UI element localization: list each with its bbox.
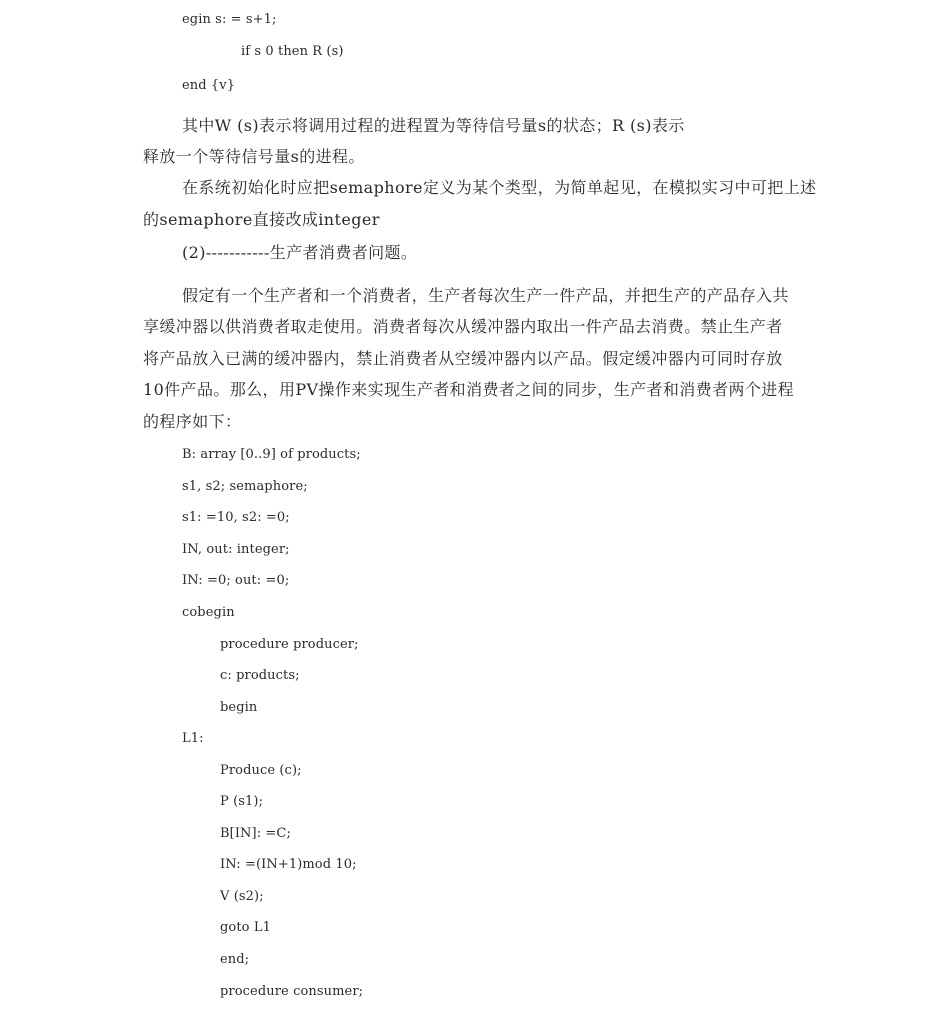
code-line: if s 0 then R (s) (241, 44, 344, 59)
code-line: goto L1 (220, 920, 271, 935)
paragraph-line: 的semaphore直接改成integer (143, 210, 380, 229)
code-line: procedure producer; (220, 637, 359, 652)
paragraph-line: 释放一个等待信号量s的进程。 (143, 147, 365, 166)
code-line: B: array [0..9] of products; (182, 447, 361, 462)
code-line: c: products; (220, 668, 300, 683)
code-line: IN: =(IN+1)mod 10; (220, 857, 357, 872)
code-line: V (s2); (220, 889, 264, 904)
paragraph-line: 10件产品。那么，用PV操作来实现生产者和消费者之间的同步，生产者和消费者两个进程 (143, 380, 795, 399)
code-line: IN, out: integer; (182, 542, 290, 557)
code-line: P (s1); (220, 794, 264, 809)
code-line: s1: =10, s2: =0; (182, 510, 290, 525)
paragraph-line: 假定有一个生产者和一个消费者，生产者每次生产一件产品，并把生产的产品存入共 (182, 286, 789, 305)
code-line: begin (220, 700, 258, 715)
code-line: Produce (c); (220, 763, 302, 778)
paragraph-line: 在系统初始化时应把semaphore定义为某个类型，为简单起见，在模拟实习中可把上述 (182, 178, 817, 197)
paragraph-line: 其中W (s)表示将调用过程的进程置为等待信号量s的状态；R (s)表示 (182, 116, 685, 135)
paragraph-line: 将产品放入已满的缓冲器内，禁止消费者从空缓冲器内以产品。假定缓冲器内可同时存放 (143, 349, 783, 368)
code-line: IN: =0; out: =0; (182, 573, 290, 588)
code-line: L1: (182, 731, 204, 746)
code-line: cobegin (182, 605, 235, 620)
code-line: procedure consumer; (220, 984, 364, 999)
code-line: B[IN]: =C; (220, 826, 291, 841)
code-line: s1, s2; semaphore; (182, 479, 308, 494)
code-line: egin s: = s+1; (182, 12, 277, 27)
paragraph-line: 享缓冲器以供消费者取走使用。消费者每次从缓冲器内取出一件产品去消费。禁止生产者 (143, 317, 783, 336)
paragraph-line: 的程序如下： (143, 412, 242, 431)
section-heading: (2)-----------生产者消费者问题。 (182, 243, 418, 262)
code-line: end; (220, 952, 250, 967)
code-line: end {v} (182, 78, 236, 93)
